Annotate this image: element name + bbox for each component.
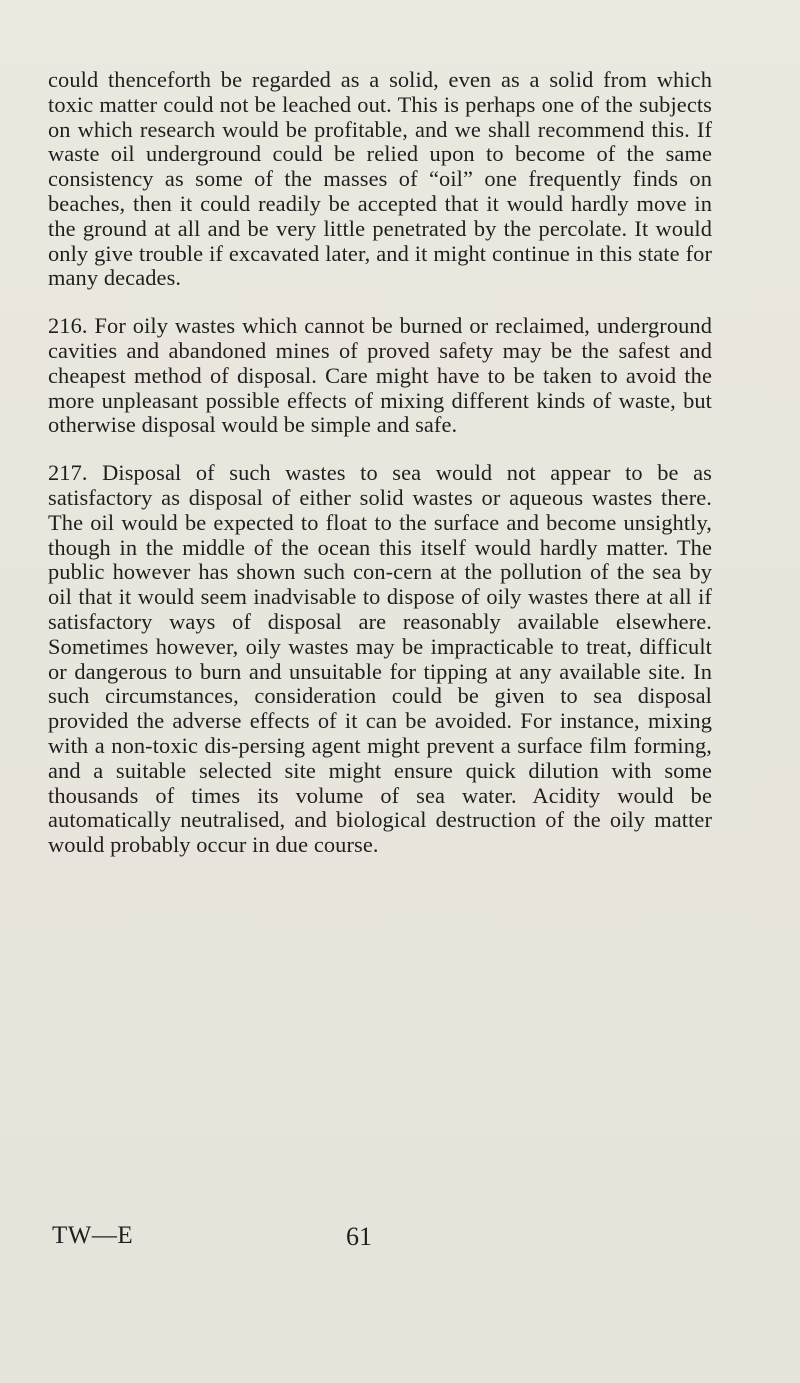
page-number: 61 <box>346 1222 372 1251</box>
body-text <box>48 68 712 881</box>
paragraph-continuation: could thenceforth be regarded as a solid, even as a solid from which toxic matter could not be leached out. This is perhaps one of the subjects on which research would be profitable, and we shall recommend this. If waste oil underground could be relied upon to become of the same consistency as some of the masses of “oil” one frequently finds on beaches, then it could readily be accepted that it would hardly move in the ground at all and be very little penetrated by the percolate. It would only give trouble if excavated later, and it might continue in this state for many decades. <box>48 67 712 291</box>
paragraph-216: 216. For oily wastes which cannot be burned or reclaimed, underground cavities and abandoned mines of proved safety may be the safest and cheapest method of disposal. Care might have to be taken to avoid the more unpleasant possible effects of mixing different kinds of waste, but otherwise disposal would be simple and safe. <box>48 313 712 438</box>
page-footer <box>0 1222 800 1262</box>
signature-mark: TW—E <box>52 1222 134 1249</box>
paragraph-217: 217. Disposal of such wastes to sea would not appear to be as satisfactory as disposal of either solid wastes or aqueous wastes there. The oil would be expected to float to the surface and become unsightly, though in the middle of the ocean this itself would hardly matter. The public however has shown such con-cern at the pollution of the sea by oil that it would seem inadvisable to dispose of oily wastes there at all if satisfactory ways of disposal are reasonably available elsewhere. Sometimes however, oily wastes may be impracticable to treat, difficult or dangerous to burn and unsuitable for tipping at any available site. In such circumstances, consideration could be given to sea disposal provided the adverse effects of it can be avoided. For instance, mixing with a non-toxic dis-persing agent might prevent a surface film forming, and a suitable selected site might ensure quick dilution with some thousands of times its volume of sea water. Acidity would be automatically neutralised, and biological destruction of the oily matter would probably occur in due course. <box>48 460 712 858</box>
